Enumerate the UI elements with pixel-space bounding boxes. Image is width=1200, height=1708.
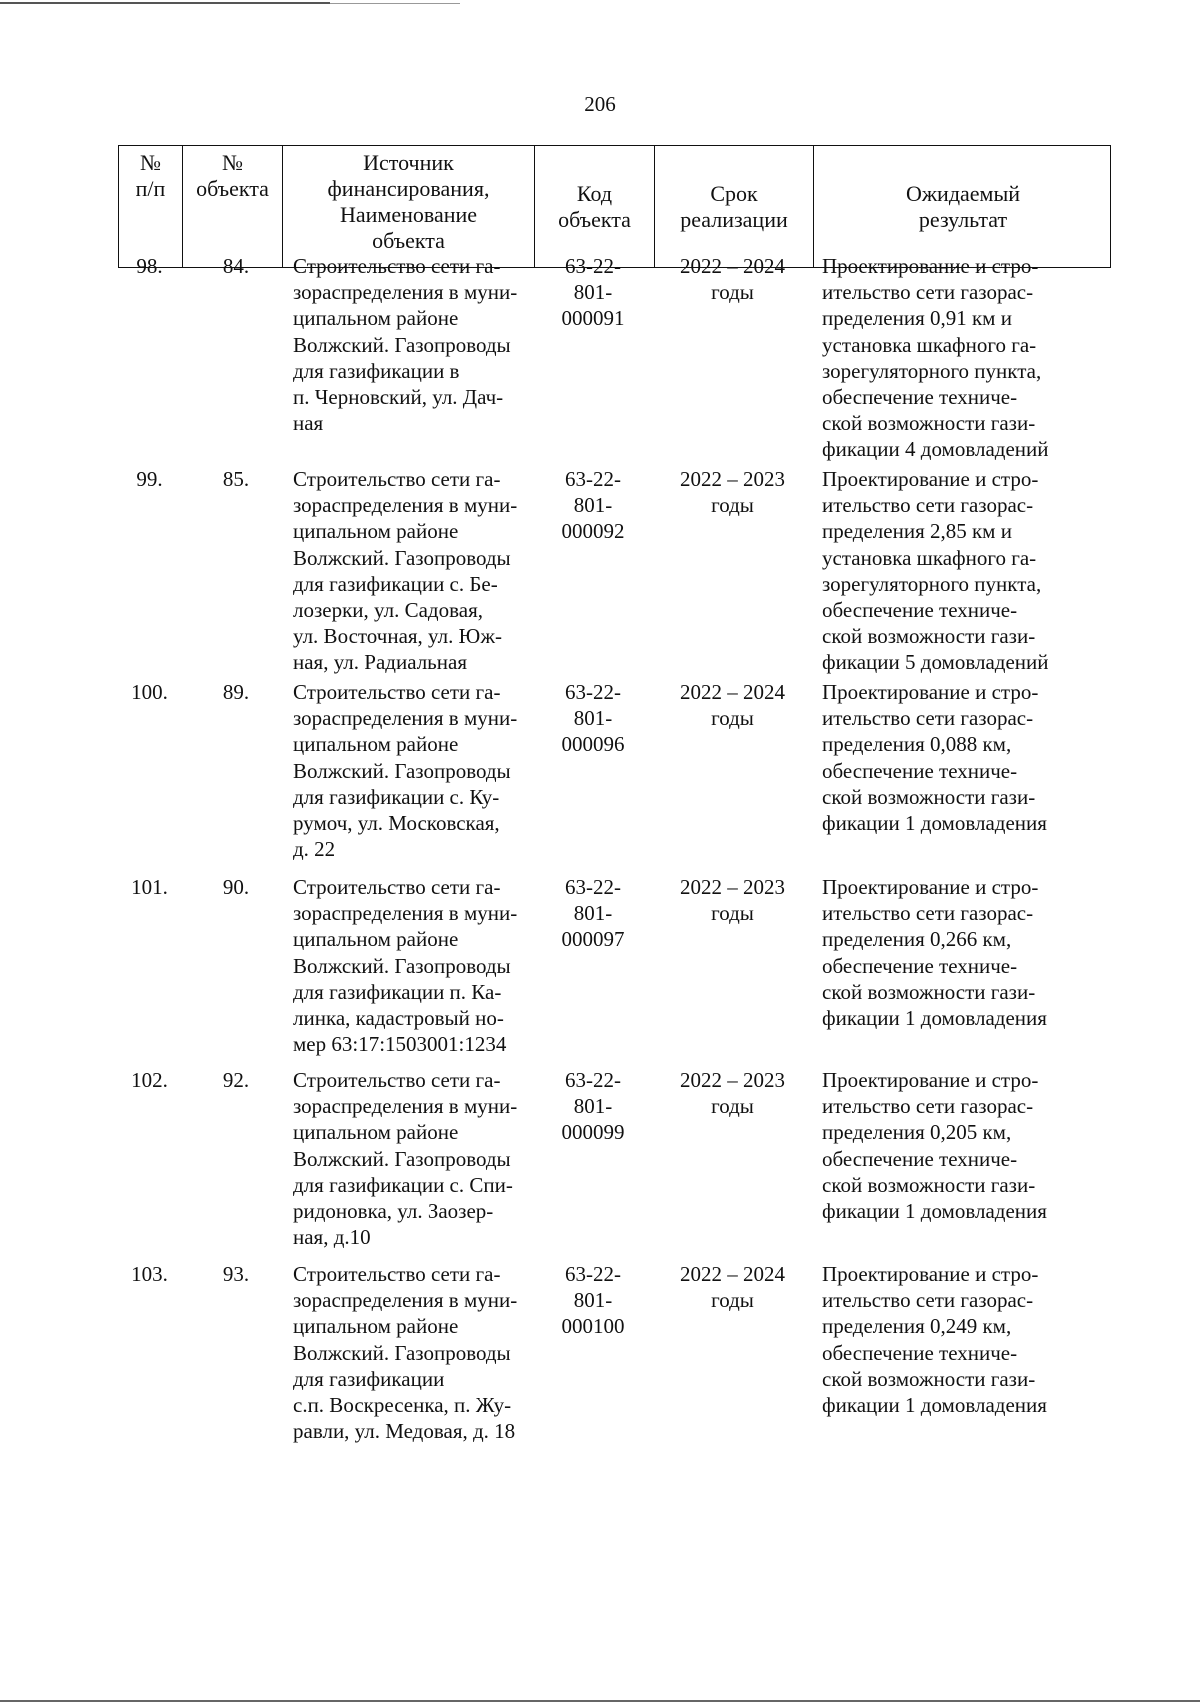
row-source-name: Строительство сети га- зораспределения в муни- ципальном районе Волжский. Газопроводы для газификации с. Бе- лозерки, ул. Садовая, ул. Восточная, ул. Юж- ная, ул. Радиальная bbox=[293, 467, 518, 675]
row-expected-result: Проектирование и стро- ительство сети газорас- пределения 0,088 км, обеспечение техниче- ской возможности гази- фикации 1 домовладения bbox=[822, 680, 1047, 836]
row-expected-result: Проектирование и стро- ительство сети газорас- пределения 0,249 км, обеспечение техниче- ской возможности гази- фикации 1 домовладения bbox=[822, 1262, 1047, 1418]
row-implementation-term: 2022 – 2024 годы bbox=[680, 1262, 785, 1313]
row-number: 103. bbox=[131, 1262, 168, 1286]
row-number: 102. bbox=[131, 1068, 168, 1092]
row-source-name: Строительство сети га- зораспределения в муни- ципальном районе Волжский. Газопроводы для газификации в п. Черновский, ул. Дач- ная bbox=[293, 254, 518, 436]
table-header bbox=[118, 145, 1111, 268]
row-number: 98. bbox=[136, 254, 163, 278]
row-expected-result: Проектирование и стро- ительство сети газорас- пределения 0,266 км, обеспечение техниче- ской возможности гази- фикации 1 домовладения bbox=[822, 875, 1047, 1031]
header-num: № п/п bbox=[135, 150, 166, 201]
row-object-number: 85. bbox=[222, 467, 250, 491]
header-object-num: № объекта bbox=[182, 146, 282, 267]
table-row bbox=[118, 874, 1111, 1057]
row-number: 99. bbox=[136, 467, 163, 491]
header-term: Срок реализации bbox=[654, 146, 813, 267]
row-object-code: 63-22- 801- 000091 bbox=[561, 254, 625, 331]
table-row bbox=[118, 253, 1111, 463]
row-number: 100. bbox=[131, 680, 168, 704]
row-object-number: 90. bbox=[222, 875, 250, 899]
header-source: Источник финансирования, Наименование объекта bbox=[282, 146, 534, 267]
row-object-number: 93. bbox=[222, 1262, 250, 1286]
document-table bbox=[118, 145, 1111, 1444]
row-expected-result: Проектирование и стро- ительство сети газорас- пределения 0,205 км, обеспечение техниче- ской возможности гази- фикации 1 домовладения bbox=[822, 1068, 1047, 1224]
row-object-number: 84. bbox=[222, 254, 250, 278]
table-row bbox=[118, 1067, 1111, 1250]
row-expected-result: Проектирование и стро- ительство сети газорас- пределения 0,91 км и установка шкафного га- зорегуляторного пункта, обеспечение техниче- ской возможности гази- фикации 4 домовладений bbox=[822, 254, 1049, 462]
table-row bbox=[118, 1261, 1111, 1444]
row-object-number: 92. bbox=[222, 1068, 250, 1092]
row-object-code: 63-22- 801- 000099 bbox=[561, 1068, 625, 1145]
scan-edge-line bbox=[330, 3, 460, 4]
row-number: 101. bbox=[131, 875, 168, 899]
header-result: Ожидаемый результат bbox=[813, 146, 1112, 267]
table-row bbox=[118, 466, 1111, 676]
row-implementation-term: 2022 – 2023 годы bbox=[680, 1068, 785, 1119]
row-object-code: 63-22- 801- 000097 bbox=[561, 875, 625, 952]
row-object-code: 63-22- 801- 000100 bbox=[561, 1262, 625, 1339]
row-object-number: 89. bbox=[222, 680, 250, 704]
row-implementation-term: 2022 – 2024 годы bbox=[680, 254, 785, 305]
row-object-code: 63-22- 801- 000096 bbox=[561, 680, 625, 757]
row-object-code: 63-22- 801- 000092 bbox=[561, 467, 625, 544]
scan-edge-line bbox=[0, 2, 330, 4]
row-implementation-term: 2022 – 2024 годы bbox=[680, 680, 785, 731]
row-source-name: Строительство сети га- зораспределения в муни- ципальном районе Волжский. Газопроводы для газификации с. Ку- румоч, ул. Московская, д. 22 bbox=[293, 680, 518, 862]
row-source-name: Строительство сети га- зораспределения в муни- ципальном районе Волжский. Газопроводы для газификации п. Ка- линка, кадастровый но- мер 63:17:1503001:1234 bbox=[293, 875, 518, 1057]
page-number: 206 bbox=[584, 92, 616, 116]
row-expected-result: Проектирование и стро- ительство сети газорас- пределения 2,85 км и установка шкафного га- зорегуляторного пункта, обеспечение техниче- ской возможности гази- фикации 5 домовладений bbox=[822, 467, 1049, 675]
scan-edge-line bbox=[0, 1700, 1200, 1702]
table-row bbox=[118, 679, 1111, 862]
header-code: Код объекта bbox=[534, 146, 654, 267]
row-implementation-term: 2022 – 2023 годы bbox=[680, 467, 785, 518]
row-source-name: Строительство сети га- зораспределения в муни- ципальном районе Волжский. Газопроводы для газификации с.п. Воскресенка, п. Жу- равли, ул. Медовая, д. 18 bbox=[293, 1262, 518, 1444]
row-source-name: Строительство сети га- зораспределения в муни- ципальном районе Волжский. Газопроводы для газификации с. Спи- ридоновка, ул. Заозер- ная, д.10 bbox=[293, 1068, 518, 1250]
row-implementation-term: 2022 – 2023 годы bbox=[680, 875, 785, 926]
